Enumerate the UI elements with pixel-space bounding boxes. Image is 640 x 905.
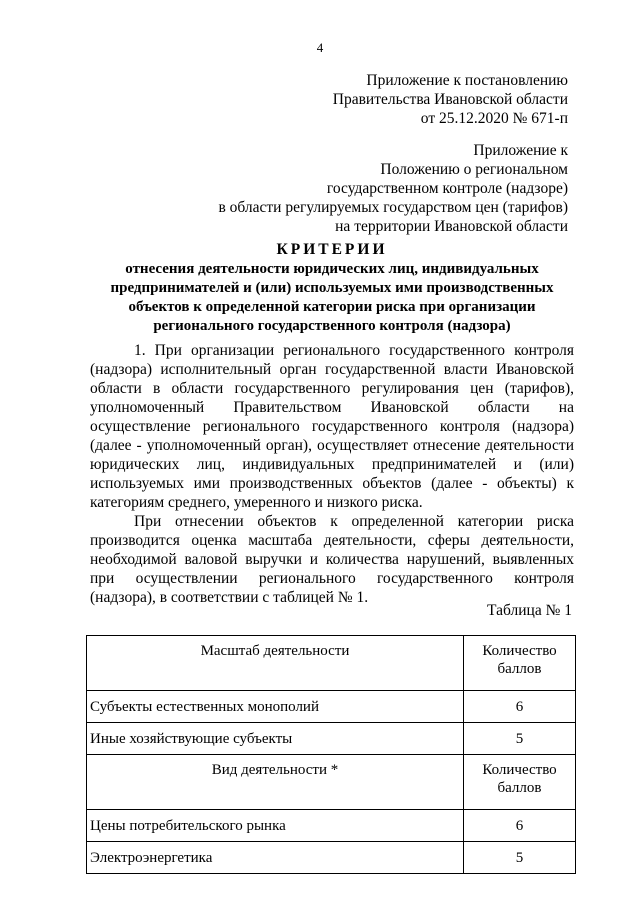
subtitle-line: объектов к определенной категории риска при организации [128,299,536,315]
table-header-row [87,636,576,691]
table-cell: 6 [464,810,576,842]
page-number: 4 [316,40,324,55]
table-cell: 5 [464,842,576,874]
criteria-table [86,635,576,874]
table-row [87,723,576,755]
body-text [90,341,574,607]
table-header-row [87,755,576,810]
paragraph: 1. При организации регионального государственного контроля (надзора) исполнительный орган государственной власти Ивановской области в области государственного регулирования цен (тарифов), уполномоченный Правительством Ивановской области на осуществление регионального государственного контроля (надзора) (далее - уполномоченный орган), осуществляет отнесение деятельности юридических лиц, индивидуальных предпринимателей и (или) используемых ими производственных объектов (далее - объекты) к категориям среднего, умеренного и низкого риска. [90,342,574,511]
table-caption: Таблица № 1 [487,602,572,619]
document-subtitle [90,260,574,336]
table-cell: Цены потребительского рынка [87,810,464,842]
table-row [87,842,576,874]
subtitle-line: регионального государственного контроля (надзора) [153,318,511,334]
table-cell: Субъекты естественных монополий [87,691,464,723]
annex-line: Приложение к [473,142,568,159]
table-header-cell: Масштаб деятельности [87,636,464,691]
annex-line: Положению о региональном [380,161,568,178]
approval-line: от 25.12.2020 № 671-п [420,110,568,127]
annex-line: в области регулируемых государством цен (тарифов) [218,199,568,216]
approval-line: Приложение к постановлению [366,72,568,89]
table-row [87,691,576,723]
approval-block [333,71,568,128]
annex-block [218,141,568,236]
table-cell: Электроэнергетика [87,842,464,874]
annex-line: на территории Ивановской области [335,218,568,235]
document-title: КРИТЕРИИ [276,241,388,258]
annex-line: государственном контроле (надзоре) [326,180,568,197]
table-header-cell: Количество баллов [464,755,576,810]
subtitle-line: отнесения деятельности юридических лиц, индивидуальных [125,261,539,277]
table-cell: 5 [464,723,576,755]
table-row [87,810,576,842]
approval-line: Правительства Ивановской области [332,91,568,108]
table-cell: Иные хозяйствующие субъекты [87,723,464,755]
table-header-cell: Вид деятельности * [87,755,464,810]
paragraph: При отнесении объектов к определенной категории риска производится оценка масштаба деятельности, сферы деятельности, необходимой валовой выручки и количества нарушений, выявленных при осуществлении регионального государственного контроля (надзора), в соответствии с таблицей № 1. [90,513,574,606]
table-cell: 6 [464,691,576,723]
subtitle-line: предпринимателей и (или) используемых ими производственных [110,280,554,296]
table-header-cell: Количество баллов [464,636,576,691]
